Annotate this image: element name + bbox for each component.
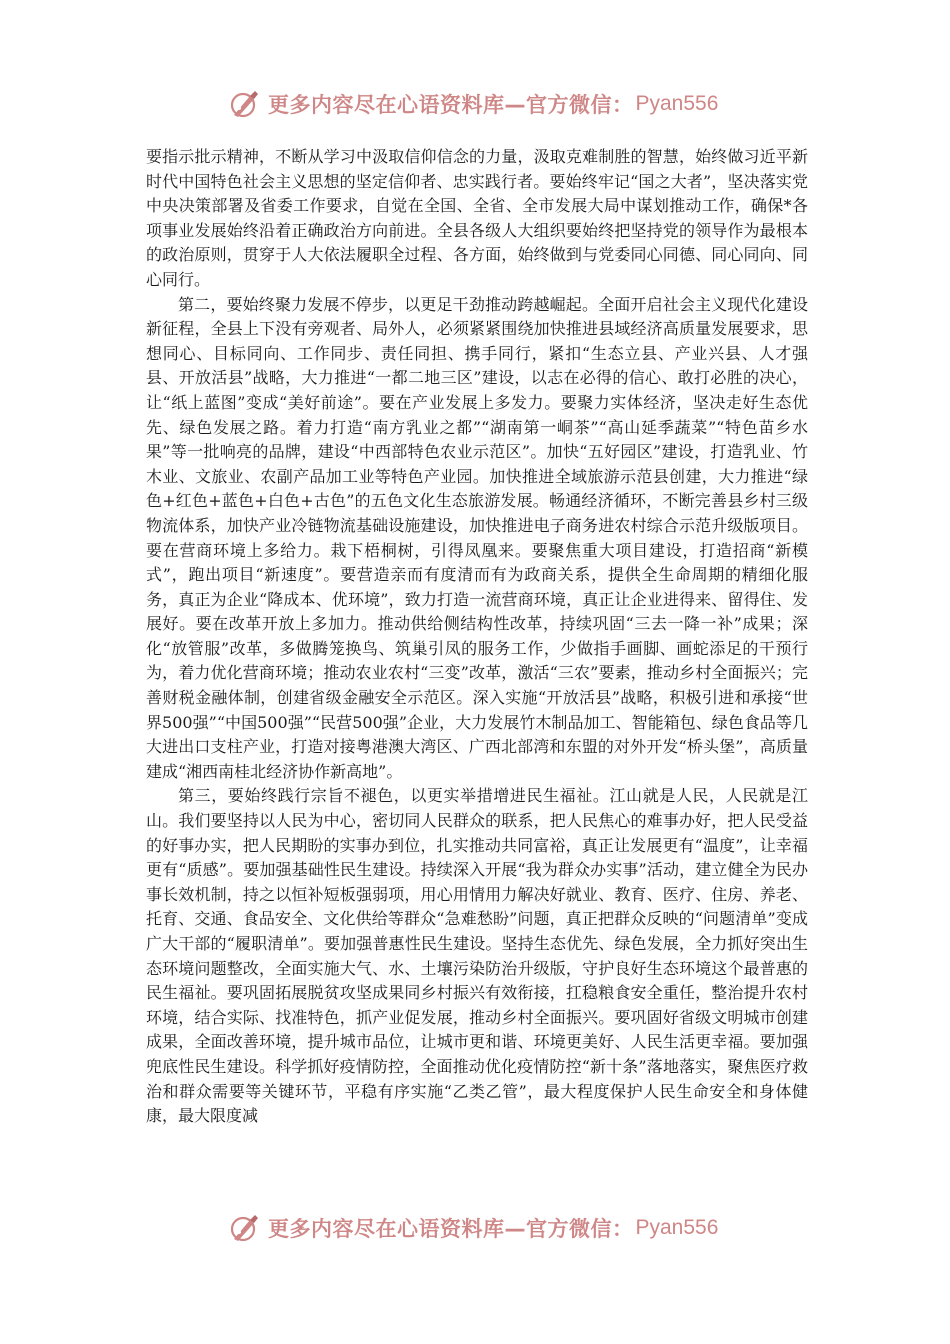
banner-wechat-id: Pyan556	[635, 92, 719, 115]
banner-text: 更多内容尽在心语资料库—官方微信：	[268, 93, 634, 117]
paragraph-continuation: 要指示批示精神，不断从学习中汲取信仰信念的力量，汲取克难制胜的智慧，始终做习近平新时代中国特色社会主义思想的坚定信仰者、忠实践行者。要始终牢记“国之大者”，坚决落实党中央决策部署及省委工作要求，自觉在全国、全省、全市发展大局中谋划推动工作，确保*各项事业发展始终沿着正确政治方向前进。全县各级人大组织要始终把坚持党的领导作为最根本的政治原则，贯穿于人大依法履职全过程、各方面，始终做到与党委同心同德、同心同向、同心同行。	[146, 147, 808, 289]
paragraph-third-point: 第三，要始终践行宗旨不褪色，以更实举措增进民生福祉。江山就是人民，人民就是江山。我们要坚持以人民为中心，密切同人民群众的联系，把人民焦心的难事办好，把人民受益的好事办实，把人民期盼的实事办到位，扎实推动共同富裕，真正让发展更有“温度”，让幸福更有“质感”。要加强基础性民生建设。持续深入开展“我为群众办实事”活动，建立健全为民办事长效机制，持之以恒补短板强弱项，用心用情用力解决好就业、教育、医疗、住房、养老、托育、交通、食品安全、文化供给等群众“急难愁盼”问题，真正把群众反映的“问题清单”变成广大干部的“履职清单”。要加强普惠性民生建设。坚持生态优先、绿色发展，全力抓好突出生态环境问题整改，全面实施大气、水、土壤污染防治升级版，守护良好生态环境这个最普惠的民生福祉。要巩固拓展脱贫攻坚成果同乡村振兴有效衔接，扛稳粮食安全重任，整治提升农村环境，结合实际、找准特色，抓产业促发展，推动乡村全面振兴。要巩固好省级文明城市创建成果，全面改善环境，提升城市品位，让城市更和谐、环境更美好、人民生活更幸福。要加强兜底性民生建设。科学抓好疫情防控，全面推动优化疫情防控“新十条”落地落实，聚焦医疗救治和群众需要等关键环节，平稳有序实施“乙类乙管”，最大程度保护人民生命安全和身体健康，最大限度减	[146, 786, 808, 1126]
banner-text: 更多内容尽在心语资料库—官方微信：	[268, 1217, 634, 1241]
pen-logo-icon	[228, 87, 262, 121]
pen-logo-icon	[228, 1211, 262, 1245]
document-body	[146, 145, 808, 1129]
footer-watermark-banner	[228, 1208, 718, 1248]
paragraph-second-point: 第二，要始终聚力发展不停步，以更足干劲推动跨越崛起。全面开启社会主义现代化建设新征程，全县上下没有旁观者、局外人，必须紧紧围绕加快推进县域经济高质量发展要求，思想同心、目标同向、工作同步、责任同担、携手同行，紧扣“生态立县、产业兴县、人才强县、开放活县”战略，大力推进“一都二地三区”建设，以志在必得的信心、敢打必胜的决心，让“纸上蓝图”变成“美好前途”。要在产业发展上多发力。要聚力实体经济，坚决走好生态优先、绿色发展之路。着力打造“南方乳业之都”“湖南第一峒茶”“高山延季蔬菜”“特色苗乡水果”等一批响亮的品牌，建设“中西部特色农业示范区”。加快“五好园区”建设，打造乳业、竹木业、文旅业、农副产品加工业等特色产业园。加快推进全域旅游示范县创建，大力推进“绿色+红色+蓝色+白色+古色”的五色文化生态旅游发展。畅通经济循环，不断完善县乡村三级物流体系，加快产业冷链物流基础设施建设，加快推进电子商务进农村综合示范升级版项目。要在营商环境上多给力。栽下梧桐树，引得凤凰来。要聚焦重大项目建设，打造招商“新模式”，跑出项目“新速度”。要营造亲而有度清而有为政商关系，提供全生命周期的精细化服务，真正为企业“降成本、优环境”，致力打造一流营商环境，真正让企业进得来、留得住、发展好。要在改革开放上多加力。推动供给侧结构性改革，持续巩固“三去一降一补”成果；深化“放管服”改革，多做腾笼换鸟、筑巢引凤的服务工作，少做指手画脚、画蛇添足的干预行为，着力优化营商环境；推动农业农村“三变”改革，激活“三农”要素，推动乡村全面振兴；完善财税金融体制，创建省级金融安全示范区。深入实施“开放活县”战略，积极引进和承接“世界500强”“中国500强”“民营500强”企业，大力发展竹木制品加工、智能箱包、绿色食品等几大进出口支柱产业，打造对接粤港澳大湾区、广西北部湾和东盟的对外开发“桥头堡”，高质量建成“湘西南桂北经济协作新高地”。	[146, 294, 808, 781]
banner-wechat-id: Pyan556	[635, 1216, 719, 1239]
header-watermark-banner	[228, 84, 718, 124]
